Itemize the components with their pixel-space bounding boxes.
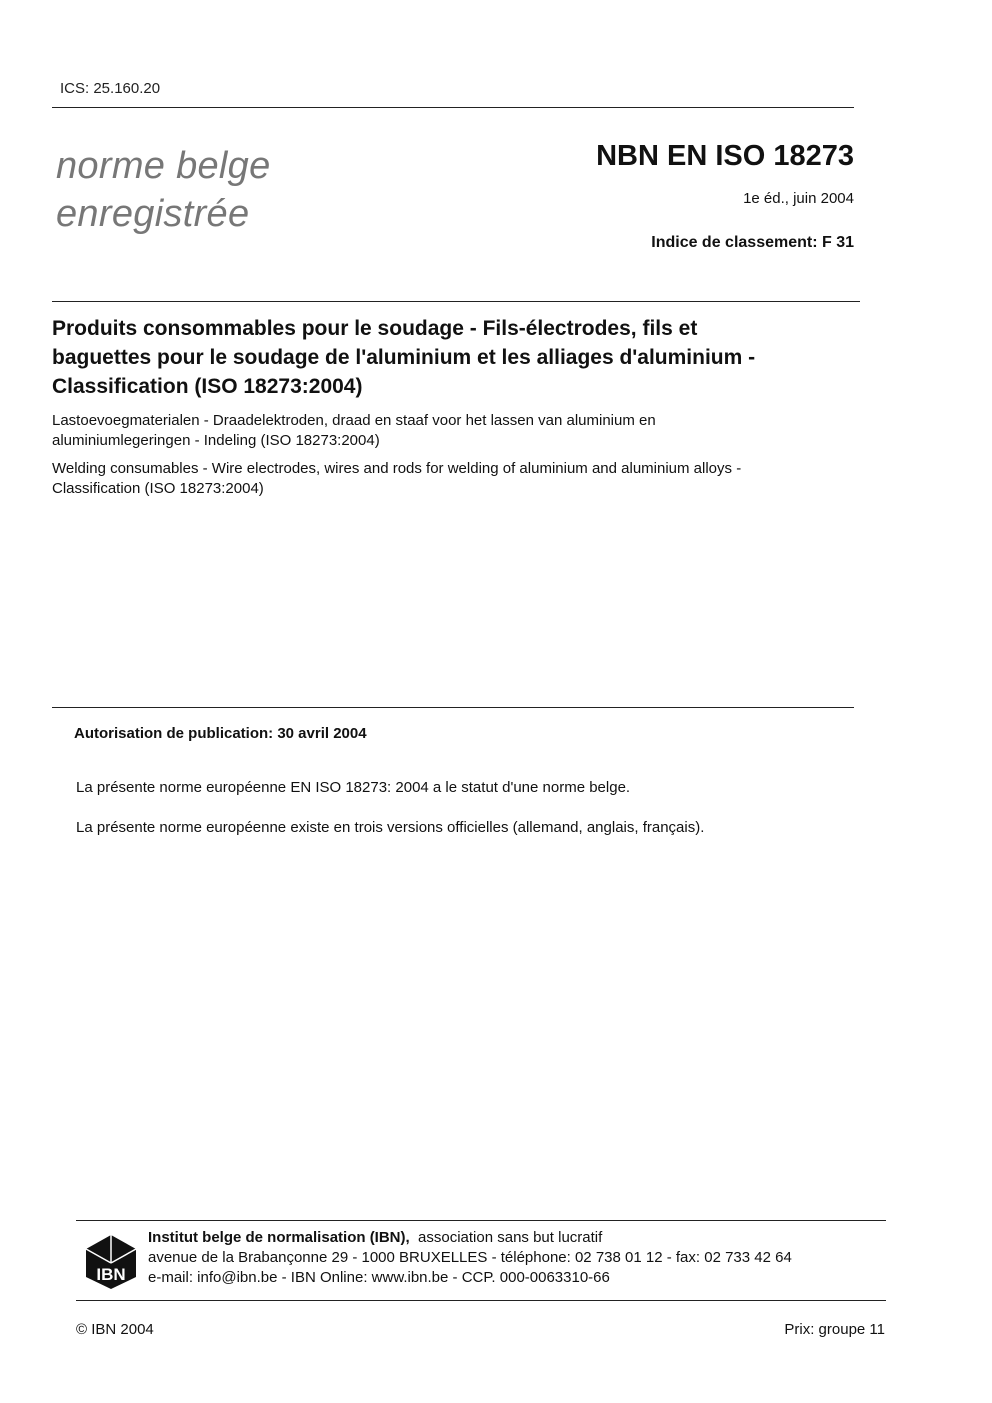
institute-address: avenue de la Brabançonne 29 - 1000 BRUXELLES - téléphone: 02 738 01 12 - fax: 02 733 42 64	[148, 1249, 792, 1266]
title-english-line2: Classification (ISO 18273:2004)	[52, 480, 264, 497]
standard-code: NBN EN ISO 18273	[596, 140, 854, 172]
ibn-logo-text: IBN	[96, 1265, 126, 1284]
institute-name: Institut belge de normalisation (IBN),	[148, 1229, 410, 1246]
institute-description: association sans but lucratif	[418, 1229, 603, 1246]
norm-label-line1: norme belge	[56, 145, 271, 187]
copyright: © IBN 2004	[76, 1321, 154, 1338]
title-dutch-line2: aluminiumlegeringen - Indeling (ISO 18273:2004)	[52, 432, 380, 449]
norm-label-line2: enregistrée	[56, 193, 250, 235]
status-paragraph: La présente norme européenne EN ISO 18273: 2004 a le statut d'une norme belge.	[76, 779, 631, 796]
norm-label	[56, 142, 271, 238]
institute-block	[148, 1228, 792, 1288]
institute-contact: e-mail: info@ibn.be - IBN Online: www.ibn.be - CCP. 000-0063310-66	[148, 1269, 610, 1286]
header-divider	[52, 107, 854, 108]
title-english-line1: Welding consumables - Wire electrodes, wires and rods for welding of aluminium and aluminium alloys -	[52, 460, 742, 477]
body-divider	[52, 707, 854, 708]
title-divider	[52, 301, 860, 302]
versions-paragraph: La présente norme européenne existe en trois versions officielles (allemand, anglais, français).	[76, 819, 705, 836]
title-english	[52, 459, 852, 499]
institute-line1	[148, 1228, 792, 1248]
title-french-line2: baguettes pour le soudage de l'aluminium et les alliages d'aluminium -	[52, 346, 756, 369]
footer-bottom-divider	[76, 1300, 886, 1301]
edition-date: 1e éd., juin 2004	[743, 190, 854, 207]
title-french	[52, 314, 852, 401]
ibn-logo-icon	[82, 1233, 140, 1291]
publication-authorisation: Autorisation de publication: 30 avril 2004	[74, 725, 367, 742]
ics-code: ICS: 25.160.20	[60, 80, 161, 97]
title-french-line3: Classification (ISO 18273:2004)	[52, 375, 363, 398]
title-dutch	[52, 411, 852, 451]
title-french-line1: Produits consommables pour le soudage - Fils-électrodes, fils et	[52, 317, 698, 340]
classification-index: Indice de classement: F 31	[651, 234, 854, 251]
title-dutch-line1: Lastoevoegmaterialen - Draadelektroden, draad en staaf voor het lassen van aluminium en	[52, 412, 656, 429]
footer-top-divider	[76, 1220, 886, 1221]
price-group: Prix: groupe 11	[784, 1321, 885, 1338]
